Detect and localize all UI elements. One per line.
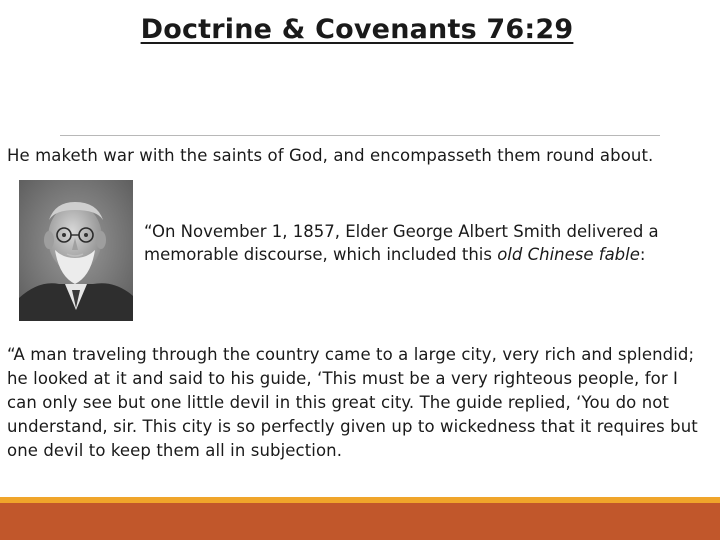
scripture-text: He maketh war with the saints of God, and encompasseth them round about. <box>7 146 654 165</box>
portrait-image <box>19 180 133 321</box>
portrait-photo <box>19 180 133 321</box>
divider-rule <box>60 135 660 136</box>
story-paragraph: “A man traveling through the country came to a large city, very rich and splendid; he looked at it and said to his guide, ‘This must be a very righteous people, for I can only see but one little devil in this great city. The guide replied, ‘You do not understand, sir. This city is so perfectly given up to wickedness that it requires but one devil to keep them all in subjection. <box>7 345 698 460</box>
intro-emphasis: old Chinese fable <box>497 244 640 264</box>
intro-text: “On November 1, 1857, Elder George Albert Smith delivered a memorable discourse, which included this <box>144 222 659 264</box>
intro-paragraph <box>144 221 684 266</box>
intro-colon: : <box>639 244 646 264</box>
slide-title: Doctrine & Covenants 76:29 <box>140 14 574 45</box>
footer-bar <box>0 503 720 540</box>
